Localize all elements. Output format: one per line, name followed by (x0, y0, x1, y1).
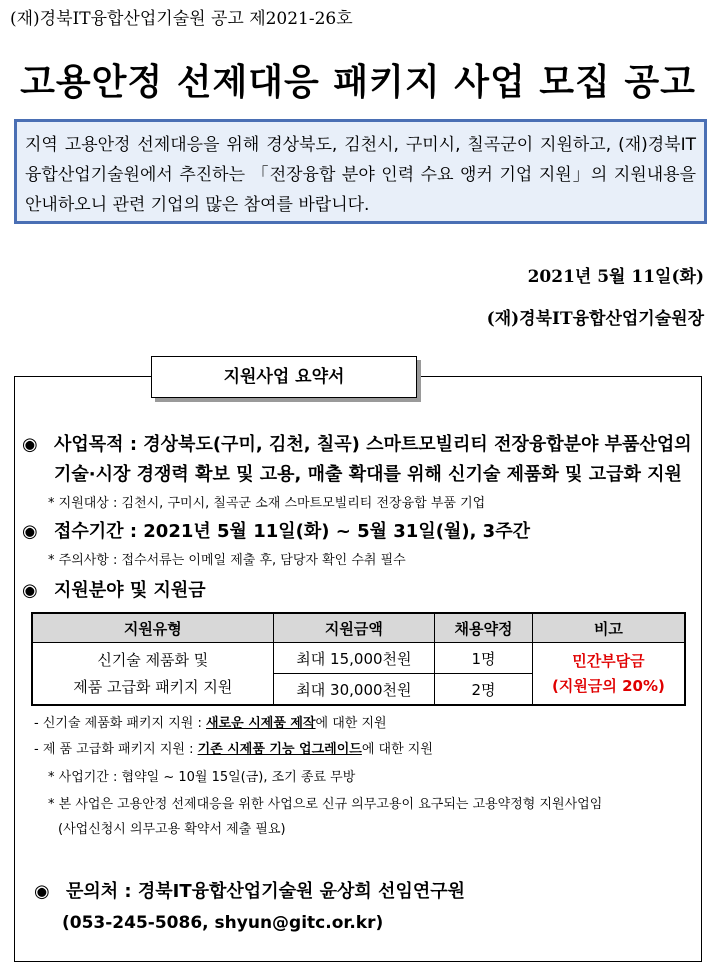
field-heading: 지원분야 및 지원금 (54, 580, 206, 601)
contact-text: 문의처 : 경북IT융합산업기술원 윤상희 선임연구원 (66, 881, 465, 902)
dash-note-emphasis: 새로운 시제품 제작 (206, 716, 316, 731)
header-note: 비고 (532, 613, 685, 643)
header-hiring: 채용약정 (435, 613, 533, 643)
note-line1: 민간부담금 (572, 651, 645, 670)
dash-note-suffix: 에 대한 지원 (361, 742, 433, 757)
field-heading-row (22, 576, 206, 602)
dash-note-prefix: - 제 품 고급화 패키지 지원 : (34, 742, 198, 757)
page-title: 고용안정 선제대응 패키지 사업 모집 공고 (20, 61, 696, 103)
table-row (32, 643, 685, 674)
type-cell (32, 643, 273, 706)
employment-note: * 본 사업은 고용안정 선제대응을 위한 사업으로 신규 의무고용이 요구되는 고용약정형 지원사업임 (48, 797, 603, 812)
header-amount: 지원금액 (273, 613, 435, 643)
target-note: * 지원대상 : 김천시, 구미시, 칠곡군 소재 스마트모빌리티 전장융합 부품 기업 (48, 496, 486, 511)
dash-note-prefix: - 신기술 제품화 패키지 지원 : (34, 716, 207, 731)
amount-cell: 최대 30,000천원 (273, 674, 435, 706)
period-row (22, 517, 530, 543)
caution-note: * 주의사항 : 접수서류는 이메일 제출 후, 담당자 확인 수취 필수 (48, 553, 406, 568)
summary-title: 지원사업 요약서 (151, 356, 417, 398)
purpose-row (22, 430, 692, 456)
announcement-date: 2021년 5월 11일(화) (527, 267, 704, 287)
dash-note-new (34, 712, 387, 731)
support-table (31, 612, 686, 706)
bullet-icon: ◉ (34, 881, 50, 902)
bullet-icon: ◉ (22, 434, 38, 455)
notice-number: (재)경북IT융합산업기술원 공고 제2021-26호 (10, 9, 353, 29)
type-line1: 신기술 제품화 및 (97, 650, 209, 669)
dash-note-suffix: 에 대한 지원 (315, 716, 387, 731)
period-note: * 사업기간 : 협약일 ~ 10월 15일(금), 조기 종료 무방 (48, 770, 356, 785)
issuer-name: (재)경북IT융합산업기술원장 (486, 309, 704, 329)
dash-note-emphasis: 기존 시제품 기능 업그레이드 (197, 742, 362, 757)
table-header-row (32, 613, 685, 643)
dash-note-upgrade (34, 738, 433, 757)
contact-phone-email: (053-245-5086, shyun@gitc.or.kr) (62, 913, 384, 933)
intro-box: 지역 고용안정 선제대응을 위해 경상북도, 김천시, 구미시, 칠곡군이 지원하고, (재)경북IT융합산업기술원에서 추진하는 「전장융합 분야 인력 수요 앵커 기업 지원」의 지원내용을 안내하오니 관련 기업의 많은 참여를 바랍니다. (14, 119, 707, 224)
contact-row (34, 877, 465, 903)
employment-note-2: (사업신청시 의무고용 확약서 제출 필요) (58, 822, 286, 837)
bullet-icon: ◉ (22, 521, 38, 542)
period-text: 접수기간 : 2021년 5월 11일(화) ~ 5월 31일(월), 3주간 (54, 521, 530, 542)
purpose-line2: 기술·시장 경쟁력 확보 및 고용, 매출 확대를 위해 신기술 제품화 및 고급화 지원 (54, 464, 682, 485)
hiring-cell: 1명 (435, 643, 533, 674)
note-line2: (지원금의 20%) (552, 676, 665, 695)
hiring-cell: 2명 (435, 674, 533, 706)
type-line2: 제품 고급화 패키지 지원 (73, 677, 233, 696)
header-type: 지원유형 (32, 613, 273, 643)
note-cell (532, 643, 685, 706)
amount-cell: 최대 15,000천원 (273, 643, 435, 674)
purpose-line1: 사업목적 : 경상북도(구미, 김천, 칠곡) 스마트모빌리티 전장융합분야 부품산업의 (54, 434, 692, 455)
bullet-icon: ◉ (22, 580, 38, 601)
